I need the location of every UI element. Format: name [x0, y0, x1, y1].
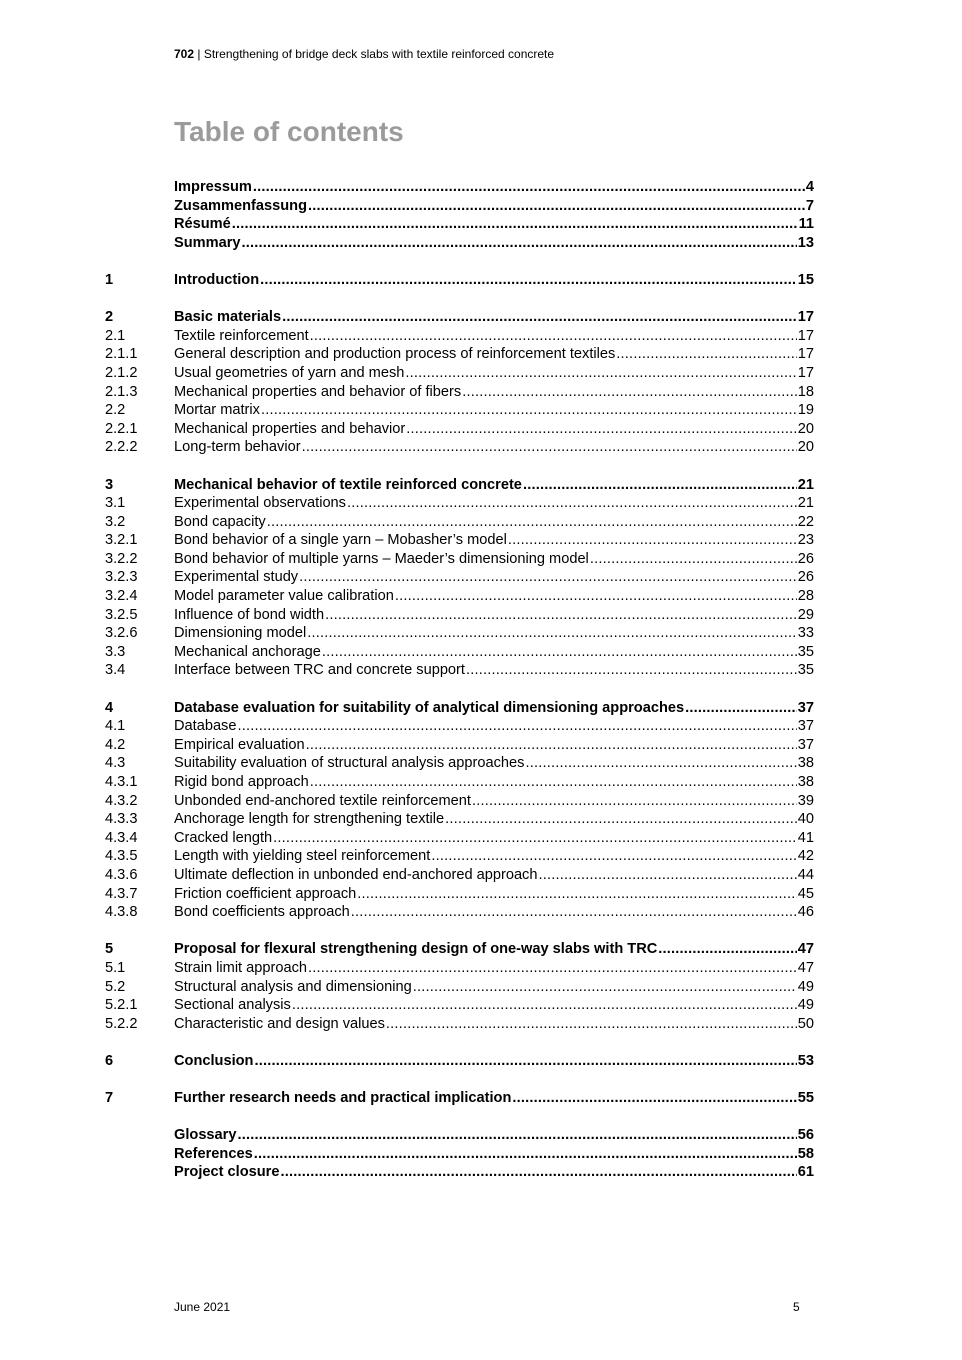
toc-entry-title: Suitability evaluation of structural analysis approaches [174, 755, 525, 772]
toc-entry-number: 6 [105, 1052, 114, 1069]
toc-entry-page: 45 [797, 885, 814, 902]
toc-entry-line [174, 717, 814, 736]
toc-entry[interactable] [0, 661, 962, 680]
toc-entry-page: 35 [797, 662, 814, 679]
toc-leader-dots [322, 643, 797, 662]
toc-entry[interactable] [0, 308, 962, 327]
toc-entry-page: 19 [797, 402, 814, 419]
toc-entry-line [174, 550, 814, 569]
toc-entry-number: 3.4 [105, 662, 126, 679]
toc-leader-dots [299, 568, 797, 587]
toc-entry-page: 17 [797, 346, 814, 363]
toc-entry-line [174, 866, 814, 885]
toc-entry-number: 4.3.8 [105, 904, 138, 921]
toc-entry-line [174, 847, 814, 866]
toc-entry-line [174, 531, 814, 550]
toc-leader-dots [395, 587, 797, 606]
toc-entry-page: 47 [797, 941, 814, 958]
toc-leader-dots [590, 550, 797, 569]
toc-entry-line [174, 345, 814, 364]
toc-entry[interactable] [0, 606, 962, 625]
toc-entry-number: 3.2.2 [105, 550, 138, 567]
toc-entry-title: Mechanical anchorage [174, 643, 321, 660]
toc-leader-dots [616, 345, 796, 364]
toc-leader-dots [254, 1145, 797, 1164]
toc-entry-title: Conclusion [174, 1052, 254, 1069]
toc-leader-dots [351, 903, 797, 922]
toc-leader-dots [310, 327, 797, 346]
toc-entry-line [174, 568, 814, 587]
toc-leader-dots [261, 401, 797, 420]
toc-leader-dots [237, 1126, 796, 1145]
toc-entry[interactable] [0, 568, 962, 587]
toc-leader-dots [306, 736, 797, 755]
toc-leader-dots [466, 661, 797, 680]
toc-entry-line [174, 420, 814, 439]
toc-entry-line [174, 661, 814, 680]
toc-leader-dots [445, 810, 797, 829]
toc-entry-line [174, 773, 814, 792]
toc-entry[interactable] [0, 1089, 962, 1108]
toc-entry-page: 35 [797, 643, 814, 660]
toc-entry[interactable] [0, 401, 962, 420]
toc-entry[interactable] [0, 513, 962, 532]
toc-leader-dots [267, 513, 797, 532]
toc-entry-line [174, 978, 814, 997]
toc-entry[interactable] [0, 364, 962, 383]
toc-entry-page: 33 [797, 625, 814, 642]
toc-leader-dots [282, 308, 797, 327]
toc-entry-line [174, 476, 814, 495]
toc-entry-title: Friction coefficient approach [174, 885, 357, 902]
toc-entry[interactable] [0, 494, 962, 513]
toc-entry-page: 40 [797, 811, 814, 828]
toc-entry-title: Textile reinforcement [174, 327, 309, 344]
toc-entry-number: 3.2.4 [105, 588, 138, 605]
toc-entry-line [174, 699, 814, 718]
toc-entry-page: 38 [797, 755, 814, 772]
toc-entry-number: 3.2.6 [105, 625, 138, 642]
toc-entry-number: 5.2.1 [105, 997, 138, 1014]
toc-leader-dots [413, 978, 797, 997]
toc-entry-title: Strain limit approach [174, 959, 308, 976]
toc-entry-number: 3.3 [105, 643, 126, 660]
toc-leader-dots [357, 885, 797, 904]
toc-entry-number: 2.1.2 [105, 364, 138, 381]
toc-leader-dots [254, 1052, 796, 1071]
toc-entry-title: Experimental study [174, 569, 299, 586]
toc-entry-line [174, 327, 814, 346]
toc-entry[interactable] [0, 754, 962, 773]
toc-entry-page: 17 [797, 327, 814, 344]
toc-leader-dots [308, 959, 797, 978]
toc-entry-line [174, 401, 814, 420]
toc-entry-page: 41 [797, 829, 814, 846]
toc-entry-page: 44 [797, 866, 814, 883]
toc-entry-page: 11 [798, 216, 814, 233]
toc-entry-number: 4.3.2 [105, 792, 138, 809]
toc-entry-page: 47 [797, 959, 814, 976]
toc-entry[interactable] [0, 866, 962, 885]
toc-leader-dots [325, 606, 797, 625]
toc-entry[interactable] [0, 476, 962, 495]
toc-entry-page: 37 [797, 718, 814, 735]
toc-entry-title: Dimensioning model [174, 625, 307, 642]
toc-entry-number: 4.2 [105, 736, 126, 753]
toc-entry-number: 4 [105, 699, 114, 716]
toc-entry-number: 3.2.3 [105, 569, 138, 586]
toc-entry-page: 15 [797, 271, 814, 288]
toc-entry-line [174, 606, 814, 625]
toc-entry[interactable] [0, 736, 962, 755]
toc-leader-dots [253, 178, 805, 197]
toc-entry-page: 28 [797, 588, 814, 605]
toc-entry-title: Bond coefficients approach [174, 904, 350, 921]
toc-entry-title: Experimental observations [174, 495, 346, 512]
toc-entry-page: 49 [797, 978, 814, 995]
toc-entry[interactable] [0, 234, 962, 253]
toc-entry-number: 2.1.3 [105, 383, 138, 400]
toc-entry-number: 2.1 [105, 327, 126, 344]
toc-entry-title: Proposal for flexural strengthening design of one-way slabs with TRC [174, 941, 658, 958]
toc-entry-title: General description and production process of reinforcement textiles [174, 346, 616, 363]
toc-leader-dots [685, 699, 797, 718]
toc-leader-dots [386, 1015, 797, 1034]
toc-entry[interactable] [0, 383, 962, 402]
toc-entry-page: 20 [797, 439, 814, 456]
toc-entry-title: Interface between TRC and concrete support [174, 662, 465, 679]
toc-leader-dots [302, 438, 797, 457]
toc-entry-number: 2.2 [105, 402, 126, 419]
toc-entry-line [174, 494, 814, 513]
toc-entry-line [174, 792, 814, 811]
toc-entry-line [174, 383, 814, 402]
toc-entry-line [174, 308, 814, 327]
toc-entry-page: 21 [797, 495, 814, 512]
toc-entry-page: 22 [797, 513, 814, 530]
toc-leader-dots [462, 383, 797, 402]
footer-page-number: 5 [793, 1300, 800, 1314]
toc-entry[interactable] [0, 271, 962, 290]
toc-entry-title: Mortar matrix [174, 402, 260, 419]
toc-entry-page: 4 [805, 179, 814, 195]
toc-entry-number: 3.1 [105, 495, 126, 512]
toc-entry-page: 50 [797, 1015, 814, 1032]
toc-entry-title: Length with yielding steel reinforcement [174, 848, 431, 865]
toc-entry-page: 23 [797, 532, 814, 549]
toc-entry[interactable] [0, 587, 962, 606]
toc-entry-number: 4.3.5 [105, 848, 138, 865]
toc-entry-line [174, 1089, 814, 1108]
toc-entry-page: 42 [797, 848, 814, 865]
toc-entry-line [174, 234, 814, 253]
toc-entry-title: Usual geometries of yarn and mesh [174, 364, 405, 381]
toc-entry-page: 20 [797, 420, 814, 437]
toc-entry-page: 7 [805, 197, 814, 214]
toc-leader-dots [472, 792, 797, 811]
toc-entry-title: Long-term behavior [174, 439, 301, 456]
toc-entry-title: Impressum [174, 179, 252, 195]
toc-entry-title: Mechanical behavior of textile reinforced concrete [174, 476, 522, 493]
toc-entry[interactable] [0, 345, 962, 364]
toc-entry[interactable] [0, 531, 962, 550]
toc-entry-line [174, 197, 814, 216]
toc-entry-line [174, 996, 814, 1015]
toc-entry[interactable] [0, 903, 962, 922]
toc-entry-title: Summary [174, 234, 241, 251]
toc-entry-title: Structural analysis and dimensioning [174, 978, 412, 995]
toc-entry-line [174, 1163, 814, 1182]
toc-entry-line [174, 940, 814, 959]
toc-entry-page: 26 [797, 569, 814, 586]
toc-entry-title: Characteristic and design values [174, 1015, 385, 1032]
toc-leader-dots [405, 364, 796, 383]
toc-entry-number: 2 [105, 309, 114, 326]
toc-entry-number: 2.1.1 [105, 346, 138, 363]
toc-entry-line [174, 1126, 814, 1145]
toc-entry-number: 5 [105, 941, 114, 958]
toc-entry-page: 55 [797, 1090, 814, 1107]
toc-entry-title: Sectional analysis [174, 997, 291, 1014]
toc-entry[interactable] [0, 940, 962, 959]
toc-entry-line [174, 178, 814, 197]
toc-entry[interactable] [0, 1052, 962, 1071]
toc-leader-dots [658, 940, 796, 959]
toc-entry-line [174, 810, 814, 829]
toc-entry-line [174, 754, 814, 773]
toc-entry-line [174, 215, 814, 234]
toc-entry-number: 1 [105, 271, 114, 288]
toc-entry-title: Project closure [174, 1164, 280, 1181]
toc-entry-title: Rigid bond approach [174, 774, 309, 790]
toc-entry[interactable] [0, 810, 962, 829]
toc-entry-title: Mechanical properties and behavior [174, 420, 406, 437]
toc-entry-page: 58 [797, 1145, 814, 1162]
toc-entry-page: 38 [797, 774, 814, 790]
toc-entry-line [174, 736, 814, 755]
toc-leader-dots [310, 773, 797, 792]
toc-entry-page: 49 [797, 997, 814, 1014]
toc-entry-title: Ultimate deflection in unbonded end-anchored approach [174, 866, 538, 883]
toc-entry-line [174, 1015, 814, 1034]
toc-entry-page: 39 [797, 792, 814, 809]
toc-entry-title: Further research needs and practical implication [174, 1090, 512, 1107]
toc-entry-page: 13 [797, 234, 814, 251]
toc-entry-number: 3 [105, 476, 114, 493]
toc-entry-number: 4.3.3 [105, 811, 138, 828]
toc-leader-dots [525, 754, 796, 773]
toc-entry-page: 53 [797, 1052, 814, 1069]
toc-entry-number: 2.2.2 [105, 439, 138, 456]
toc-entry-title: Résumé [174, 216, 231, 233]
toc-entry-page: 18 [797, 383, 814, 400]
toc-entry-title: Introduction [174, 271, 260, 288]
toc-entry-title: Database evaluation for suitability of analytical dimensioning approaches [174, 699, 685, 716]
toc-entry-line [174, 1145, 814, 1164]
toc-leader-dots [512, 1089, 796, 1108]
toc-entry-page: 37 [797, 736, 814, 753]
toc-entry[interactable] [0, 996, 962, 1015]
toc-entry-line [174, 885, 814, 904]
report-number: 702 [174, 47, 195, 61]
running-header [174, 46, 554, 62]
toc-entry[interactable] [0, 215, 962, 234]
toc-entry[interactable] [0, 792, 962, 811]
toc-entry-page: 61 [797, 1164, 814, 1181]
toc-entry-line [174, 438, 814, 457]
toc-entry-number: 4.3.7 [105, 885, 138, 902]
toc-leader-dots [237, 717, 796, 736]
toc-entry-title: Influence of bond width [174, 606, 325, 623]
toc-entry-page: 29 [797, 606, 814, 623]
toc-entry-title: Bond capacity [174, 513, 266, 530]
toc-entry[interactable] [0, 438, 962, 457]
toc-entry-title: Unbonded end-anchored textile reinforcement [174, 792, 471, 809]
toc-entry[interactable] [0, 885, 962, 904]
toc-entry-number: 5.2 [105, 978, 126, 995]
toc-entry[interactable] [0, 847, 962, 866]
toc-entry-number: 2.2.1 [105, 420, 138, 437]
toc-entry[interactable] [0, 699, 962, 718]
toc-entry-title: Cracked length [174, 829, 273, 846]
toc-entry-number: 4.1 [105, 718, 126, 735]
toc-leader-dots [260, 271, 797, 290]
toc-entry-number: 5.2.2 [105, 1015, 138, 1032]
footer-date: June 2021 [174, 1300, 231, 1314]
toc-entry-title: Glossary [174, 1127, 237, 1144]
toc-leader-dots [431, 847, 796, 866]
toc-entry-page: 26 [797, 550, 814, 567]
toc-entry-title: Database [174, 718, 237, 735]
toc-entry-page: 46 [797, 904, 814, 921]
toc-entry-line [174, 271, 814, 290]
toc-leader-dots [280, 1163, 796, 1182]
toc-entry-page: 21 [797, 476, 814, 493]
toc-leader-dots [347, 494, 797, 513]
toc-leader-dots [242, 234, 797, 253]
toc-leader-dots [308, 197, 805, 216]
toc-entry[interactable] [0, 773, 962, 792]
toc-entry-line [174, 643, 814, 662]
toc-entry-page: 37 [797, 699, 814, 716]
header-text: Strengthening of bridge deck slabs with textile reinforced concrete [203, 47, 555, 61]
table-of-contents [0, 178, 962, 1182]
toc-entry-line [174, 587, 814, 606]
toc-leader-dots [307, 624, 797, 643]
header-separator: | [197, 47, 201, 61]
toc-entry-number: 7 [105, 1090, 114, 1107]
toc-entry[interactable] [0, 1145, 962, 1164]
toc-entry-page: 17 [797, 309, 814, 326]
toc-leader-dots [273, 829, 797, 848]
toc-entry-number: 3.2 [105, 513, 126, 530]
toc-entry-title: Bond behavior of a single yarn – Mobasher’s model [174, 532, 507, 549]
toc-entry-title: Bond behavior of multiple yarns – Maeder’s dimensioning model [174, 550, 589, 567]
page-title: Table of contents [174, 116, 404, 147]
toc-leader-dots [292, 996, 797, 1015]
toc-entry-title: Empirical evaluation [174, 736, 305, 753]
toc-entry-number: 4.3 [105, 755, 126, 772]
toc-leader-dots [538, 866, 796, 885]
toc-entry-number: 3.2.5 [105, 606, 138, 623]
toc-leader-dots [523, 476, 797, 495]
toc-entry-title: References [174, 1145, 253, 1162]
toc-entry-line [174, 903, 814, 922]
toc-entry[interactable] [0, 717, 962, 736]
toc-entry[interactable] [0, 178, 962, 197]
toc-entry-line [174, 1052, 814, 1071]
toc-entry-page: 17 [797, 364, 814, 381]
toc-entry-line [174, 364, 814, 383]
toc-leader-dots [406, 420, 797, 439]
toc-entry-number: 4.3.1 [105, 774, 138, 790]
toc-entry-number: 3.2.1 [105, 532, 138, 549]
toc-entry-title: Mechanical properties and behavior of fibers [174, 383, 462, 400]
toc-leader-dots [508, 531, 797, 550]
toc-entry[interactable] [0, 643, 962, 662]
toc-entry[interactable] [0, 550, 962, 569]
toc-entry[interactable] [0, 1126, 962, 1145]
toc-entry-line [174, 513, 814, 532]
toc-entry[interactable] [0, 624, 962, 643]
toc-entry[interactable] [0, 197, 962, 216]
toc-entry[interactable] [0, 978, 962, 997]
toc-entry[interactable] [0, 959, 962, 978]
toc-entry[interactable] [0, 1163, 962, 1182]
toc-entry-title: Anchorage length for strengthening textile [174, 811, 445, 828]
toc-entry-number: 5.1 [105, 959, 126, 976]
toc-entry-number: 4.3.6 [105, 866, 138, 883]
toc-entry[interactable] [0, 327, 962, 346]
toc-entry-page: 56 [797, 1127, 814, 1144]
toc-entry-line [174, 624, 814, 643]
toc-entry[interactable] [0, 829, 962, 848]
toc-entry-number: 4.3.4 [105, 829, 138, 846]
toc-entry-line [174, 959, 814, 978]
toc-entry[interactable] [0, 420, 962, 439]
toc-entry-title: Zusammenfassung [174, 197, 307, 214]
toc-entry-title: Basic materials [174, 309, 282, 326]
toc-leader-dots [232, 215, 798, 234]
toc-entry-title: Model parameter value calibration [174, 588, 394, 605]
toc-entry-line [174, 829, 814, 848]
toc-entry[interactable] [0, 1015, 962, 1034]
